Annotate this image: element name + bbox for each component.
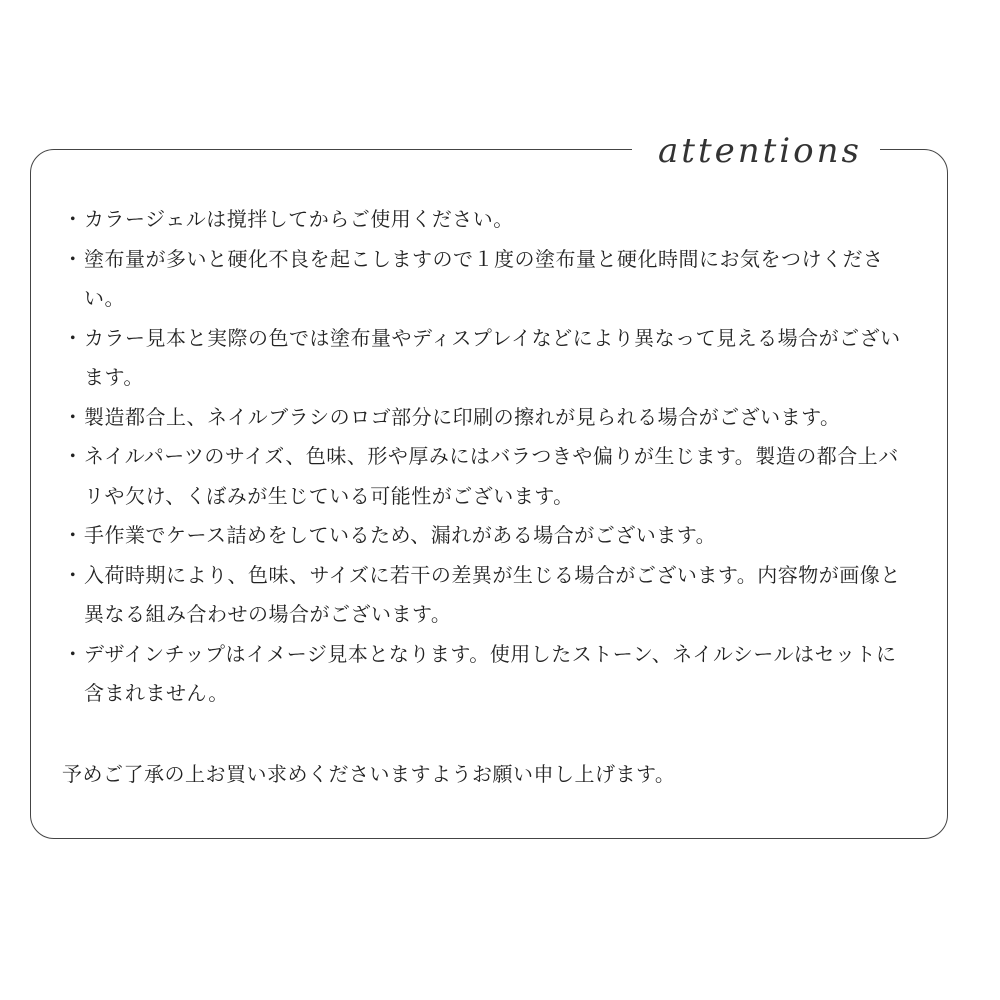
- notice-item: [62, 319, 914, 398]
- notice-item: [62, 556, 914, 635]
- notice-item: [62, 516, 914, 556]
- bullet-mark: ・: [62, 523, 84, 547]
- notice-item: [62, 437, 914, 516]
- notice-text: カラー見本と実際の色では塗布量やディスプレイなどにより異なって見える場合がございます。: [84, 325, 901, 389]
- notice-text: 入荷時期により、色味、サイズに若干の差異が生じる場合がございます。内容物が画像と異なる組み合わせの場合がございます。: [84, 562, 901, 626]
- closing-note: 予めご了承の上お買い求めくださいますようお願い申し上げます。: [62, 762, 676, 786]
- notice-text: デザインチップはイメージ見本となります。使用したストーン、ネイルシールはセットに含まれません。: [84, 641, 897, 705]
- bullet-mark: ・: [62, 444, 84, 468]
- bullet-mark: ・: [62, 325, 84, 350]
- notice-item: [62, 398, 914, 438]
- notice-text: 手作業でケース詰めをしているため、漏れがある場合がございます。: [84, 523, 717, 547]
- notice-text: カラージェルは撹拌してからご使用ください。: [84, 207, 514, 231]
- notice-text: ネイルパーツのサイズ、色味、形や厚みにはバラつきや偏りが生じます。製造の都合上バリや欠け、くぼみが生じている可能性がございます。: [84, 444, 899, 508]
- notice-text: 塗布量が多いと硬化不良を起こしますので１度の塗布量と硬化時間にお気をつけください。: [84, 246, 884, 310]
- bullet-mark: ・: [62, 207, 84, 231]
- notice-text: 製造都合上、ネイルブラシのロゴ部分に印刷の擦れが見られる場合がございます。: [84, 404, 841, 429]
- attentions-title: attentions: [658, 131, 862, 171]
- bullet-mark: ・: [62, 562, 84, 587]
- notice-list: [62, 200, 914, 714]
- notice-item: [62, 200, 914, 240]
- bullet-mark: ・: [62, 246, 84, 271]
- notice-item: [62, 240, 914, 319]
- notice-item: [62, 635, 914, 714]
- bullet-mark: ・: [62, 641, 84, 666]
- bullet-mark: ・: [62, 404, 84, 429]
